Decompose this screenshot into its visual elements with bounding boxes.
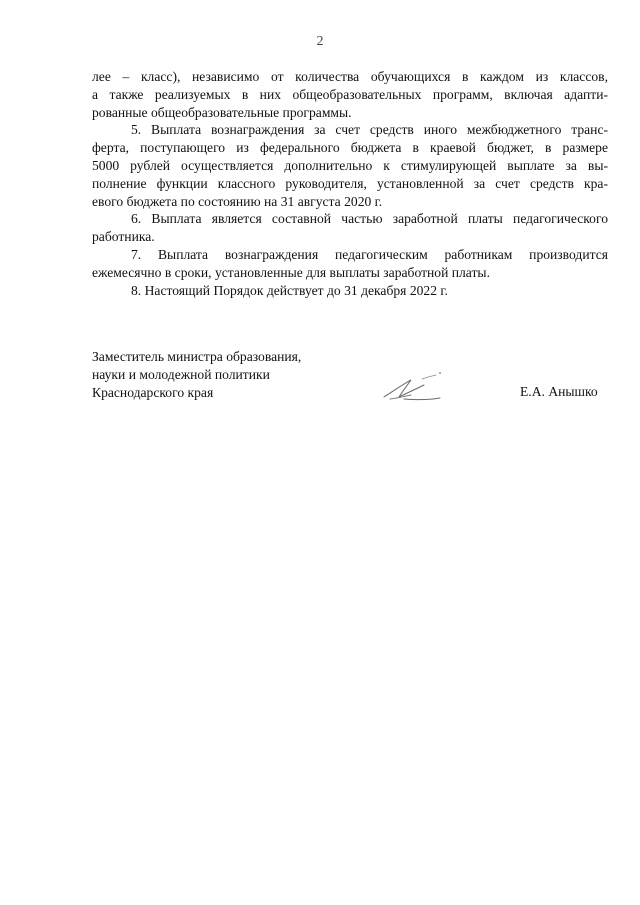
handwritten-signature [378, 368, 448, 406]
signer-title-line: науки и молодежной политики [92, 367, 270, 382]
signature-block [92, 348, 301, 402]
paragraph-7-line: 7. Выплата вознаграждения педагогическим работникам производится [131, 246, 608, 262]
paragraph-5-line: 5000 рублей осуществляется дополнительно к стимулирующей выплате за вы- [92, 157, 608, 173]
paragraph-6-line: 6. Выплата является составной частью заработной платы педагогического [131, 211, 608, 227]
signer-title-line: Краснодарского края [92, 385, 214, 400]
body-line: рованные общеобразовательные программы. [92, 104, 352, 120]
signer-name: Е.А. Анышко [520, 384, 598, 399]
body-line: лее – класс), независимо от количества обучающихся в каждом из классов, [92, 69, 608, 84]
body-line: а также реализуемых в них общеобразовательных программ, включая адапти- [92, 86, 608, 102]
page-number: 2 [316, 34, 324, 49]
paragraph-5-line: 5. Выплата вознаграждения за счет средств иного межбюджетного транс- [131, 122, 608, 138]
paragraph-5-line: ферта, поступающего из федерального бюджета в краевой бюджет, в размере [92, 140, 608, 156]
document-body [92, 68, 608, 299]
signer-title-line: Заместитель министра образования, [92, 349, 302, 364]
paragraph-8-line: 8. Настоящий Порядок действует до 31 декабря 2022 г. [131, 282, 448, 298]
paragraph-5-line: евого бюджета по состоянию на 31 августа 2020 г. [92, 193, 383, 209]
paragraph-7-line: ежемесячно в сроки, установленные для выплаты заработной платы. [92, 264, 490, 280]
paragraph-6-line: работника. [92, 229, 155, 245]
paragraph-5-line: полнение функции классного руководителя, установленной за счет средств кра- [92, 175, 608, 191]
